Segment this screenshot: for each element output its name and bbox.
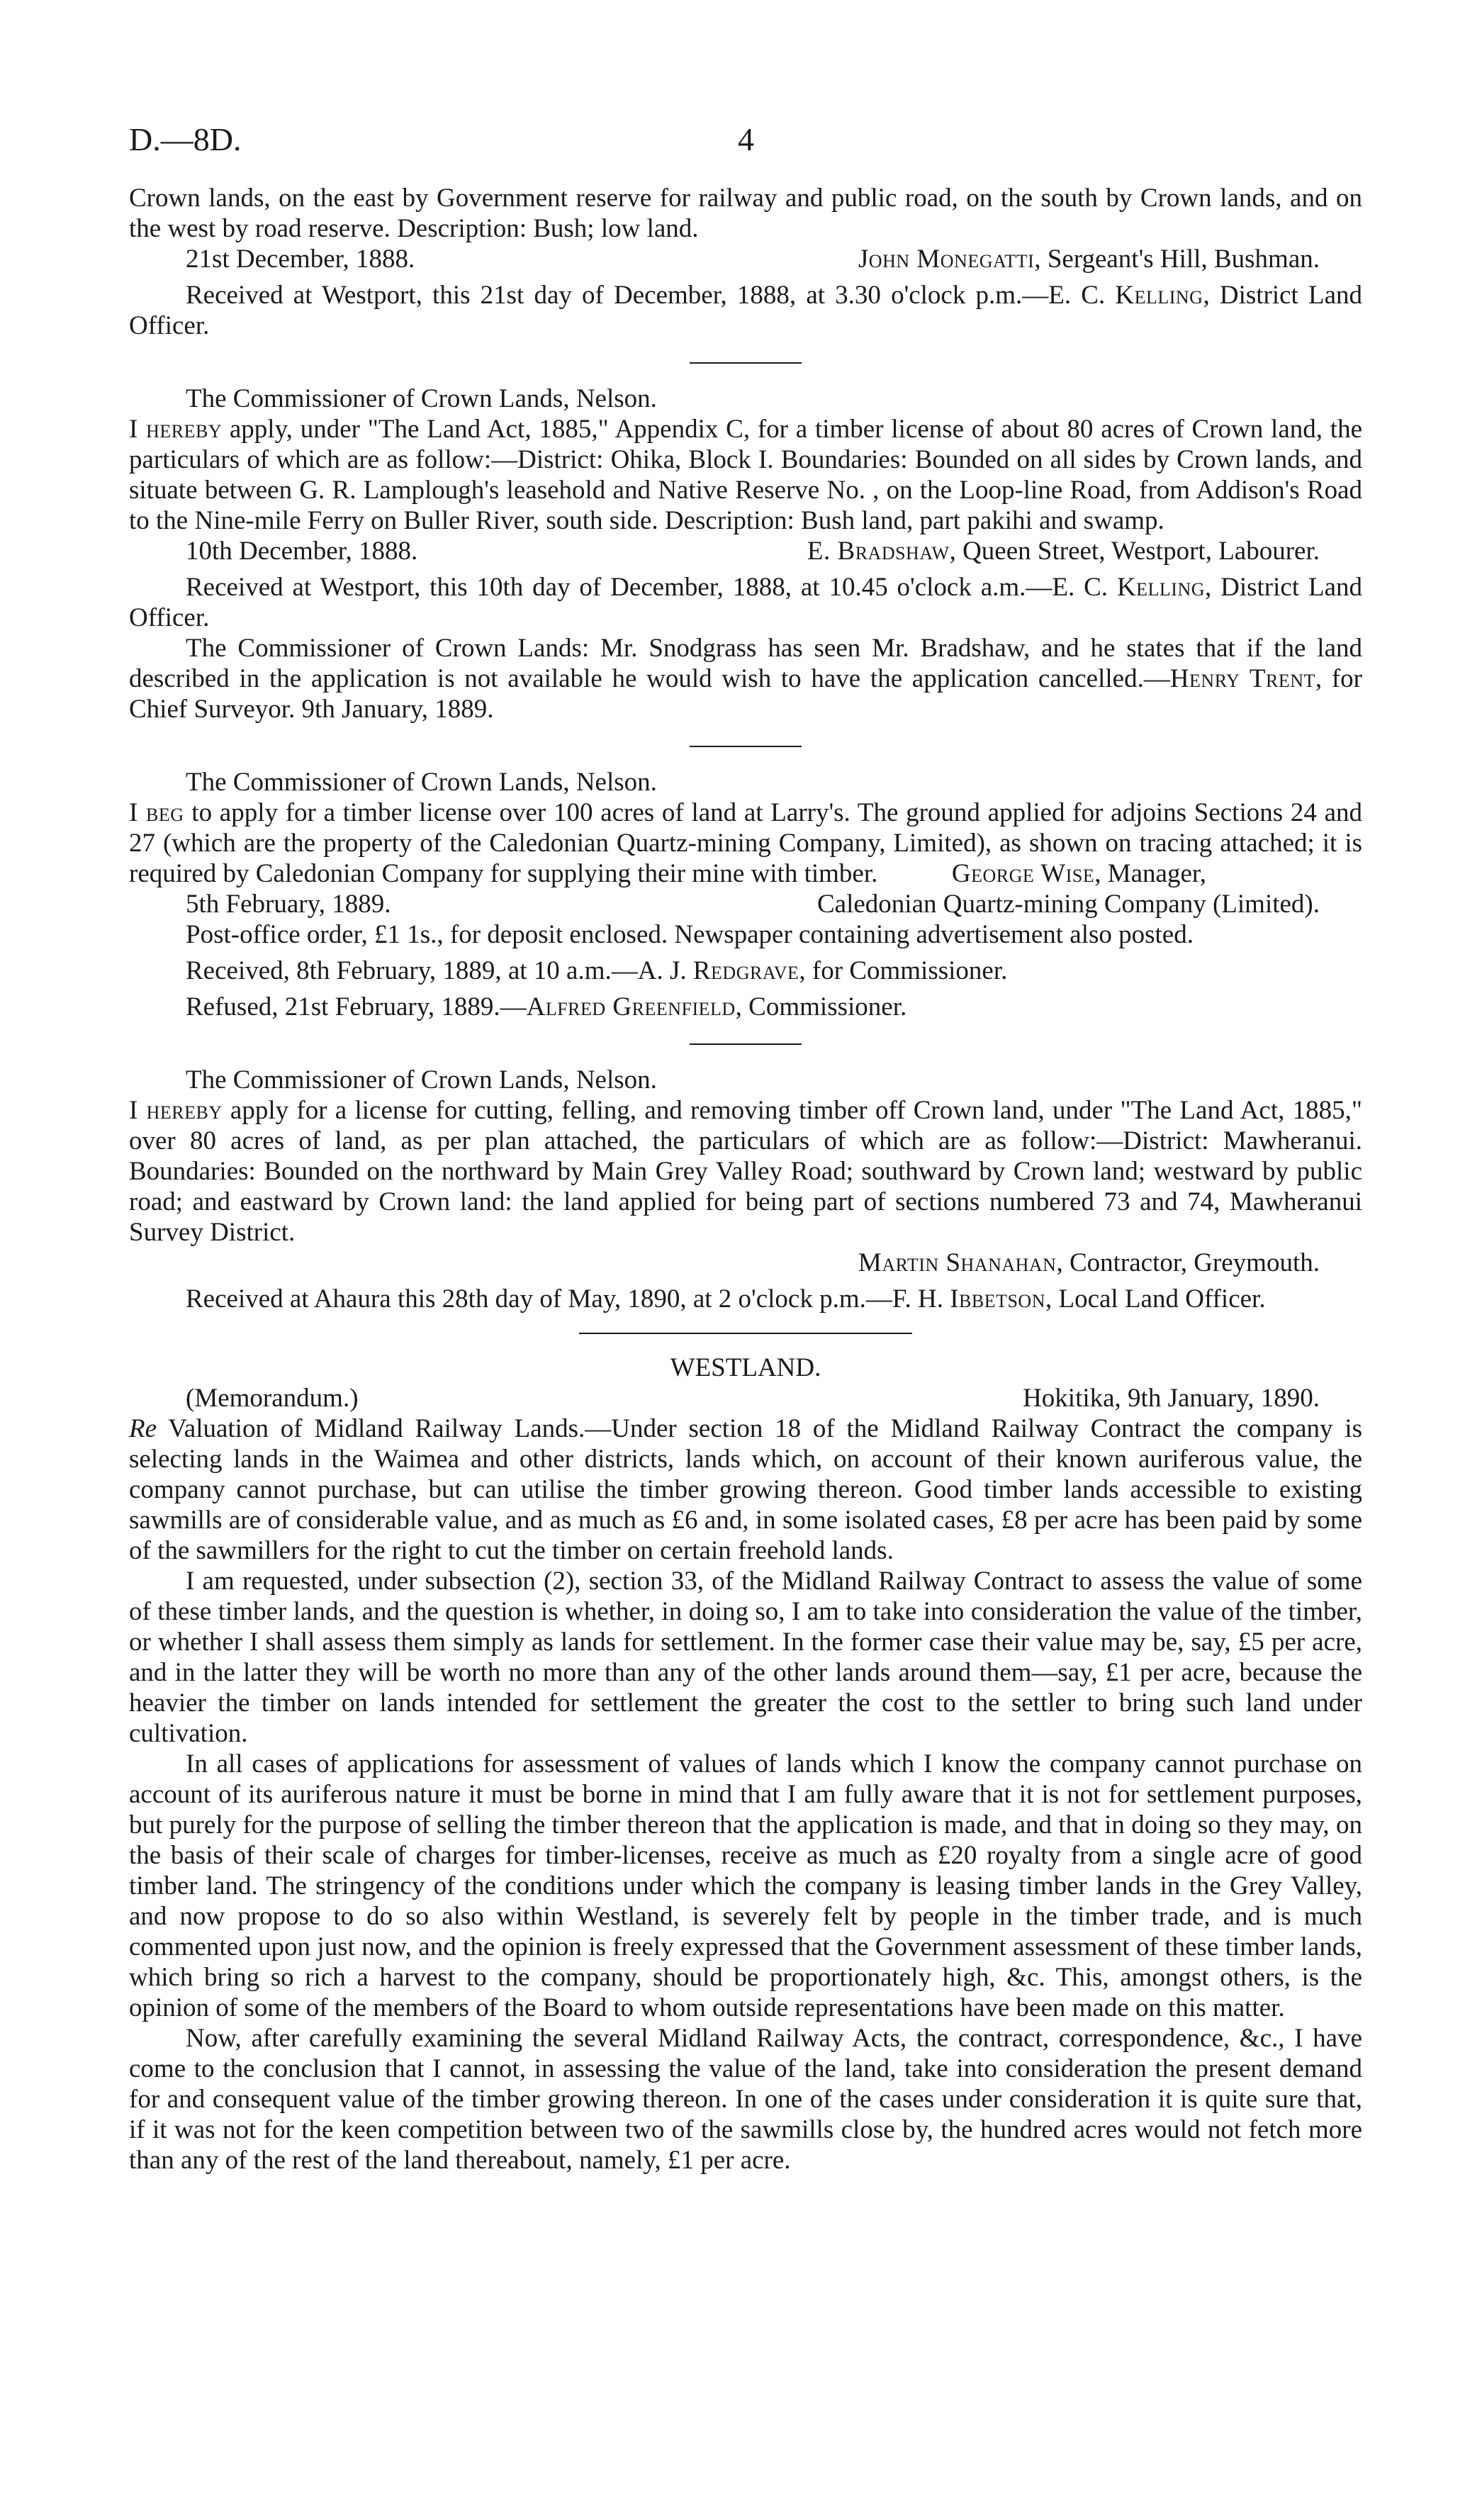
s2-addressee: The Commissioner of Crown Lands, Nelson. [186,384,657,413]
s1-signature-line [129,244,1362,274]
s2-signature-line [129,536,1362,566]
westland-para-3: In all cases of applications for assessment of values of lands which I know the company cannot purchase on account of its auriferous nature it must be borne in mind that I am fully aware that it is not for settlement purposes, but purely for the purpose of selling the timber thereon that the application is made, and that in doing so they may, on the basis of their scale of charges for timber-licenses, receive as much as £20 royalty from a single acre of good timber land. The stringency of the conditions under which the company is leasing timber lands in the Grey Valley, and now propose to do so also within Westland, is severely felt by people in the timber trade, and is much commented upon just now, and the opinion is freely expressed that the Government assessment of these timber lands, which bring so rich a harvest to the company, should be proportionately high, &c. This, amongst others, is the opinion of some of the members of the Board to whom outside representations have been made on this matter. [129,1749,1362,2022]
s3-addressee: The Commissioner of Crown Lands, Nelson. [186,768,657,797]
s4-paragraph: I hereby apply for a license for cutting, felling, and removing timber off Crown land, under "The Land Act, 1885," over 80 acres of land, as per plan attached, the particulars of which are as follow:—District: Mawheranui. Boundaries: Bounded on the northward by Main Grey Valley Road; southward by Crown land; westward by public road; and eastward by Crown land: the land applied for being part of sections numbered 73 and 74, Mawheranui Survey District. [129,1096,1362,1247]
s2-note: The Commissioner of Crown Lands: Mr. Snodgrass has seen Mr. Bradshaw, and he states that if the land described in the application is not available he would wish to have the application cancelled.—Henry Trent, for Chief Surveyor. 9th January, 1889. [129,634,1362,724]
westland-heading: WESTLAND. [670,1353,821,1382]
s4-addressee: The Commissioner of Crown Lands, Nelson. [186,1065,657,1094]
s3-company: Caledonian Quartz-mining Company (Limited). [817,890,1320,919]
memo-place-date: Hokitika, 9th January, 1890. [1023,1384,1320,1413]
s3-date-line [129,889,1362,919]
s3-date: 5th February, 1889. [186,890,391,919]
s1-received: Received at Westport, this 21st day of December, 1888, at 3.30 o'clock p.m.—E. C. Kelling, District Land Officer. [129,281,1363,340]
section-divider-long [579,1333,912,1334]
westland-para-2: I am requested, under subsection (2), section 33, of the Midland Railway Contract to assess the value of some of these timber lands, and the question is whether, in doing so, I am to take into consideration the value of the timber, or whether I shall assess them simply as lands for settlement. In the former case their value may be, say, £5 per acre, and in the latter they will be worth no more than any of the other lands around them—say, £1 per acre, because the heavier the timber on lands intended for settlement the greater the cost to the settler to bring such land under cultivation. [129,1567,1362,1748]
s1-date: 21st December, 1888. [186,245,415,274]
page-number: 4 [738,121,754,157]
westland-para-4: Now, after carefully examining the several Midland Railway Acts, the contract, correspondence, &c., I have come to the conclusion that I cannot, in assessing the value of the land, take into consideration the present demand for and consequent value of the timber growing thereon. In one of the cases under consideration it is quite sure that, if it was not for the keen competition between two of the sawmills close by, the hundred acres would not fetch more than any of the rest of the land thereabout, namely, £1 per acre. [129,2024,1362,2175]
s2-signature: E. Bradshaw, Queen Street, Westport, Labourer. [807,537,1320,566]
westland-para-1: Re Valuation of Midland Railway Lands.—Under section 18 of the Midland Railway Contract the company is selecting lands in the Waimea and other districts, lands which, on account of their known auriferous value, the company cannot purchase, but can utilise the timber growing thereon. Good timber lands accessible to existing sawmills are of considerable value, and as much as £6 and, in some isolated cases, £8 per acre has been paid by some of the sawmillers for the right to cut the timber on certain freehold lands. [129,1414,1362,1565]
s2-received: Received at Westport, this 10th day of December, 1888, at 10.45 o'clock a.m.—E. C. Kelling, District Land Officer. [129,573,1362,632]
s3-received: Received, 8th February, 1889, at 10 a.m.—A. J. Redgrave, for Commissioner. [186,956,1008,985]
s4-received: Received at Ahaura this 28th day of May, 1890, at 2 o'clock p.m.—F. H. Ibbetson, Local Land Officer. [186,1284,1266,1314]
s3-signature: George Wise, Manager, [951,859,1206,888]
memo-line [129,1383,1362,1413]
section-divider [690,746,802,747]
s3-refused: Refused, 21st February, 1889.—Alfred Greenfield, Commissioner. [186,992,907,1021]
s2-paragraph: I hereby apply, under "The Land Act, 1885," Appendix C, for a timber license of about 80 acres of Crown land, the particulars of which are as follow:—District: Ohika, Block I. Boundaries: Bounded on all sides by Crown lands, and situate between G. R. Lamplough's leasehold and Native Reserve No. , on the Loop-line Road, from Addison's Road to the Nine-mile Ferry on Buller River, south side. Description: Bush land, part pakihi and swamp. [129,415,1362,535]
s1-signature: John Monegatti, Sergeant's Hill, Bushman. [858,245,1320,274]
s3-paragraph: I beg to apply for a timber license over 100 acres of land at Larry's. The ground applied for adjoins Sections 24 and 27 (which are the property of the Caledonian Quartz-mining Company, Limited), as shown on tracing attached; it is required by Caledonian Company for supplying their mine with timber. [129,798,1363,888]
document-body [129,183,1362,2175]
s1-paragraph: Crown lands, on the east by Government reserve for railway and public road, on the south by Crown lands, and on the west by road reserve. Description: Bush; low land. [129,184,1362,243]
s2-date: 10th December, 1888. [186,537,418,566]
s3-postal: Post-office order, £1 1s., for deposit enclosed. Newspaper containing advertisement also posted. [186,920,1194,949]
memo-label: (Memorandum.) [186,1384,359,1413]
document-code: D.—8D. [129,121,242,157]
section-divider [690,1043,802,1045]
section-divider [690,362,802,364]
s4-signature: Martin Shanahan, Contractor, Greymouth. [858,1248,1320,1277]
